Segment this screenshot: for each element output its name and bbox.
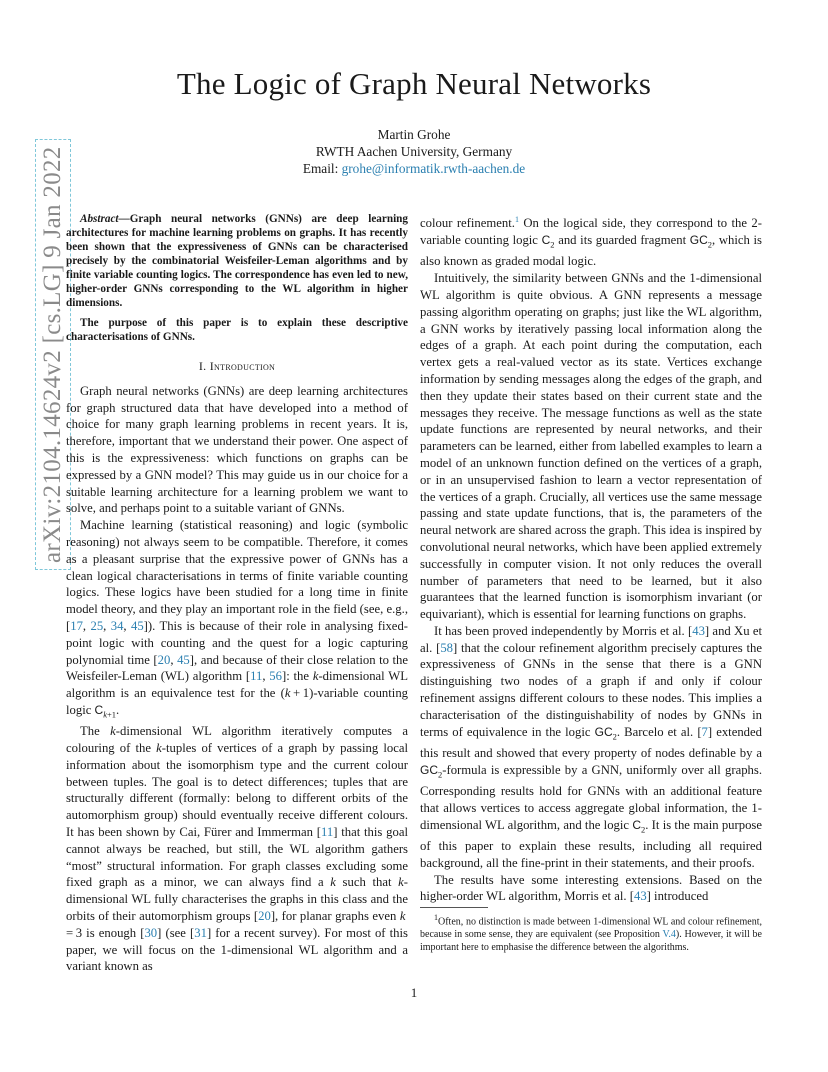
citation-link[interactable]: 45 — [177, 652, 190, 667]
left-column — [66, 212, 408, 975]
citation-link[interactable]: 43 — [692, 623, 705, 638]
paper-title: The Logic of Graph Neural Networks — [176, 66, 652, 101]
intro-paragraph-1: Graph neural networks (GNNs) are deep learning architectures for graph structured data that have developed into a method of choice for many graph learning problems in recent years. It is, therefore, important that we understand their power. One aspect of this is the expressiveness: which functions on graphs can be expressed by a GNN model? This may guide us in our choice for a suitable learning architecture for a learning problem we want to solve, and perhaps point to a suitable variant of GNNs. — [66, 383, 408, 516]
proposition-link[interactable]: V.4 — [662, 928, 676, 940]
right-paragraph-2: It has been proved independently by Morris et al. [43] and Xu et al. [58] that the colour refinement algorithm precisely captures the expressiveness of GNNs in the sense that there is a GNN distinguishing two nodes of a graph if and only if colour refinement assigns different colours to these nodes. This implies a characterisation of the distinguishability of nodes by GNNs in terms of equivalence in the logic $GC_2$. Barcelo et al. [7] extended this result and showed that every property of nodes definable by a $GC_2$-formula is expressible by a GNN, uniformly over all graphs. Corresponding results hold for GNNs with an additional feature that allows vertices to access aggregate global information, the 1-dimensional WL algorithm, and the logic $C_2$. It is the main purpose of this paper to explain these results, including all required background, all the fine-print in their statements, and their proofs. — [420, 623, 762, 870]
citation-link[interactable]: 11 — [320, 825, 334, 840]
arxiv-stamp[interactable]: arXiv:2104.14624v2 [cs.LG] 9 Jan 2022 — [35, 139, 71, 570]
email-link[interactable]: grohe@informatik.rwth-aachen.de — [341, 161, 526, 176]
footnote-link[interactable]: 1 — [514, 215, 519, 224]
email-label: Email: — [302, 161, 339, 176]
abstract-paragraph-1: Abstract—Graph neural networks (GNNs) are deep learning architectures for machine learning problems on graphs. It has recently been shown that the expressiveness of GNNs can be characterised precisely by the combinatorial Weisfeiler-Leman algorithms and by finite variable counting logics. The correspondence has even led to new, higher-order GNNs corresponding to the WL algorithm in higher dimensions. — [66, 213, 408, 309]
citation-link[interactable]: 11 — [250, 669, 263, 684]
abstract-paragraph-2: The purpose of this paper is to explain these descriptive characterisations of GNNs. — [66, 317, 408, 343]
citation-link[interactable]: 30 — [144, 925, 158, 940]
page-number: 1 — [410, 985, 418, 1000]
citation-link[interactable]: 20 — [258, 909, 271, 924]
author-name: Martin Grohe — [377, 127, 451, 142]
citation-link[interactable]: 7 — [701, 724, 708, 739]
citation-link[interactable]: 34 — [110, 618, 124, 633]
footnote-mark: 1 — [434, 913, 438, 922]
citation-link[interactable]: 43 — [633, 889, 647, 904]
abstract — [66, 212, 408, 344]
footnote: $^1$Often, no distinction is made between 1-dimensional WL and colour refinement, because in some sense, they are equivalent (see Proposition V.4). However, it will be important here to emphasise the difference between the algorithms. — [420, 913, 762, 953]
citation-link[interactable]: 45 — [130, 618, 144, 633]
author-email-line — [0, 160, 828, 177]
citation-link[interactable]: 56 — [269, 669, 282, 684]
footnote-rule — [420, 907, 488, 908]
intro-paragraph-3: The k-dimensional WL algorithm iteratively computes a colouring of the k-tuples of vertices of a graph by passing local information about the isomorphism type and the current colour between tuples. The goal is to detect differences; tuples that are structurally different (formally: belong to different orbits of the automorphism group) should eventually receive different colours. It has been shown by Cai, Fürer and Immerman [11] that this goal cannot always be reached, but still, the WL algorithm gathers “most” structural information. For graph classes excluding some fixed graph as a minor, we can always find a k such that k-dimensional WL fully characterises the graphs in this class and the orbits of their automorphism groups [20], for planar graphs even k = 3 is enough [30] (see [31] for a recent survey). For most of this paper, we will focus on the 1-dimensional WL algorithm and a variant known as — [66, 724, 408, 974]
citation-link[interactable]: 58 — [440, 640, 453, 655]
author-block — [0, 126, 828, 177]
citation-link[interactable]: 25 — [90, 618, 104, 633]
right-column — [420, 212, 762, 905]
right-paragraph-0: colour refinement.$^1$ On the logical side, they correspond to the 2-variable counting logic $C_2$ and its guarded fragment $GC_2$, which is also known as graded modal logic. — [420, 215, 762, 269]
abstract-label: Abstract — [80, 213, 119, 225]
author-affiliation: RWTH Aachen University, Germany — [315, 144, 513, 159]
section-heading-introduction: I. Introduction — [198, 359, 276, 373]
citation-link[interactable]: 31 — [194, 925, 207, 940]
intro-paragraph-2: Machine learning (statistical reasoning) and logic (symbolic reasoning) not always seem to be compatible. Therefore, it comes as a pleasant surprise that the expressive power of GNNs has a clean logical characterisations in terms of finite variable counting logics. These logics have been studied for a long time in finite model theory, and they play an important role in the field (see, e.g., [17, 25, 34, 45]). This is because of their role in analysing fixed-point logic with counting and the quest for a logic capturing polynomial time [20, 45], and because of their close relation to the Weisfeiler-Leman (WL) algorithm [11, 56]: the k-dimensional WL algorithm is an equivalence test for the (k + 1)-variable counting logic $C_{k+1}$. — [66, 518, 409, 720]
right-paragraph-1: Intuitively, the similarity between GNNs and the 1-dimensional WL algorithm is quite obvious. A GNN represents a message passing algorithm operating on graphs; just like the WL algorithm, a GNN works by iteratively passing local information along the edges of a graph. At each point during the computation, each vertex gets a real-valued vector as its state. Vertices exchange information by sending messages along the edges of the graph, and then they update their states based on their current state and the messages they receive. The message functions as well as the state update functions are represented by neural networks, and their parameters can be learned, either from labelled examples to learn a model of an unknown function defined on the vertices of a graph, or in an unsupervised fashion to learn a vector representation of the vertices of a graph. Crucially, all vertices use the same message passing and state update functions, that is, the parameters of the neural network are shared across the graph. This idea is inspired by convolutional neural networks, which have been applied extremely successfully in computer vision. It not only reduces the overall number of parameters that need to be learned, but it also guarantees that the learned function is isomorphism invariant (or equivariant), which is essential for learning functions on graphs. — [420, 271, 762, 622]
right-paragraph-3: The results have some interesting extensions. Based on the higher-order WL algorithm, Morris et al. [43] introduced — [420, 872, 762, 904]
citation-link[interactable]: 17 — [70, 618, 83, 633]
citation-link[interactable]: 20 — [157, 652, 171, 667]
